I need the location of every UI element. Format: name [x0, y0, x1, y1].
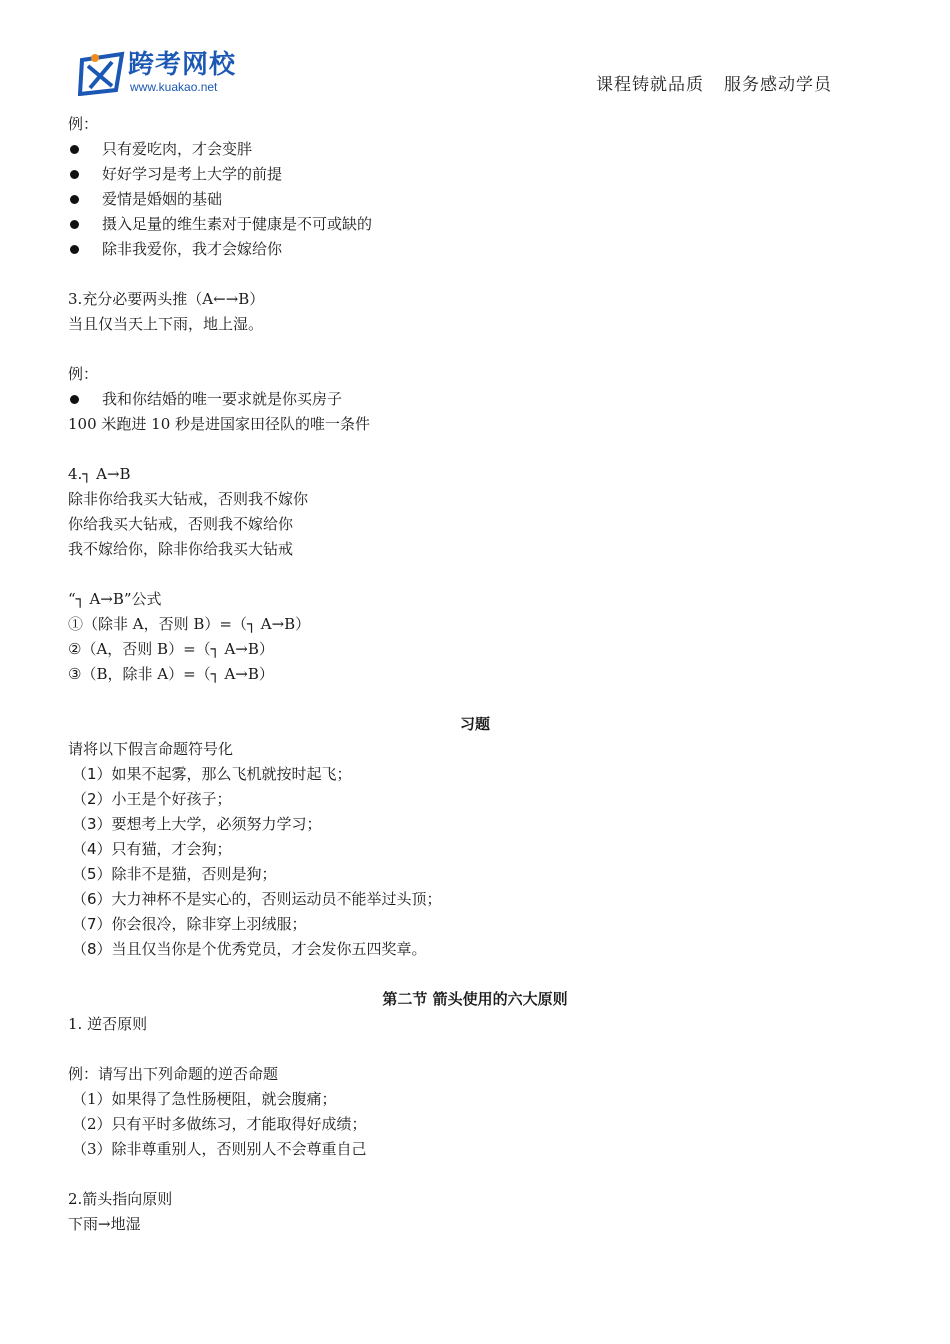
exercise-intro: 请将以下假言命题符号化: [68, 740, 234, 758]
principle-1-item: （2）只有平时多做练习，才能取得好成绩；: [72, 1115, 367, 1133]
principle-1-item: （3）除非尊重别人，否则别人不会尊重自己: [72, 1140, 367, 1158]
section-3-line: 当且仅当天上下雨，地上湿。: [68, 315, 264, 333]
section-2-heading: 第二节 箭头使用的六大原则: [382, 990, 568, 1008]
section-3-line-2: 100 米跑进 10 秒是进国家田径队的唯一条件: [68, 415, 371, 433]
bullet-item: 除非我爱你，我才会嫁给你: [68, 237, 882, 262]
example-label: 例：: [68, 115, 99, 133]
slogan-part-2: 服务感动学员: [724, 75, 832, 95]
section-4-line: 你给我买大钻戒，否则我不嫁给你: [68, 515, 294, 533]
exercise-item: （1）如果不起雾，那么飞机就按时起飞；: [72, 765, 352, 783]
exercise-item: （2）小王是个好孩子；: [72, 790, 232, 808]
principle-2-line: 下雨→地湿: [68, 1215, 141, 1233]
formula-line: ②（A，否则 B）=（┐ A→B）: [68, 640, 274, 658]
example-label: 例：: [68, 365, 99, 383]
header-slogan: [596, 70, 832, 95]
bullet-item: 爱情是婚姻的基础: [68, 187, 882, 212]
section-4-line: 我不嫁给你，除非你给我买大钻戒: [68, 540, 294, 558]
exercise-item: （4）只有猫，才会狗；: [72, 840, 232, 858]
section-4-title: 4.┐ A→B: [68, 465, 131, 483]
formula-line: ①（除非 A，否则 B）=（┐ A→B）: [68, 615, 311, 633]
formula-title: “┐ A→B”公式: [68, 590, 162, 608]
document-body: [68, 112, 882, 1237]
logo-url: www.kuakao.net: [130, 80, 218, 94]
bullet-item: 只有爱吃肉，才会变胖: [68, 137, 882, 162]
exercise-item: （5）除非不是猫，否则是狗；: [72, 865, 277, 883]
exercise-item: （3）要想考上大学，必须努力学习；: [72, 815, 322, 833]
bullet-item: 好好学习是考上大学的前提: [68, 162, 882, 187]
principle-1-title: 1. 逆否原则: [68, 1015, 148, 1033]
slogan-part-1: 课程铸就品质: [596, 75, 704, 95]
exercise-item: （7）你会很冷，除非穿上羽绒服；: [72, 915, 307, 933]
principle-2-title: 2.箭头指向原则: [68, 1190, 173, 1208]
logo[interactable]: [78, 50, 238, 96]
principle-1-example: 例：请写出下列命题的逆否命题: [68, 1065, 279, 1083]
section-3-title: 3.充分必要两头推（A←→B）: [68, 290, 265, 308]
page-header: [0, 0, 950, 110]
bullet-item: 摄入足量的维生素对于健康是不可或缺的: [68, 212, 882, 237]
exercise-heading: 习题: [459, 715, 490, 733]
formula-line: ③（B，除非 A）=（┐ A→B）: [68, 665, 274, 683]
principle-1-item: （1）如果得了急性肠梗阻，就会腹痛；: [72, 1090, 337, 1108]
logo-mark-icon: [78, 50, 126, 96]
exercise-item: （6）大力神杯不是实心的，否则运动员不能举过头顶；: [72, 890, 442, 908]
logo-name: 跨考网校: [128, 50, 237, 80]
bullet-item: 我和你结婚的唯一要求就是你买房子: [68, 387, 882, 412]
exercise-item: （8）当且仅当你是个优秀党员，才会发你五四奖章。: [72, 940, 427, 958]
section-4-line: 除非你给我买大钻戒，否则我不嫁你: [68, 490, 309, 508]
